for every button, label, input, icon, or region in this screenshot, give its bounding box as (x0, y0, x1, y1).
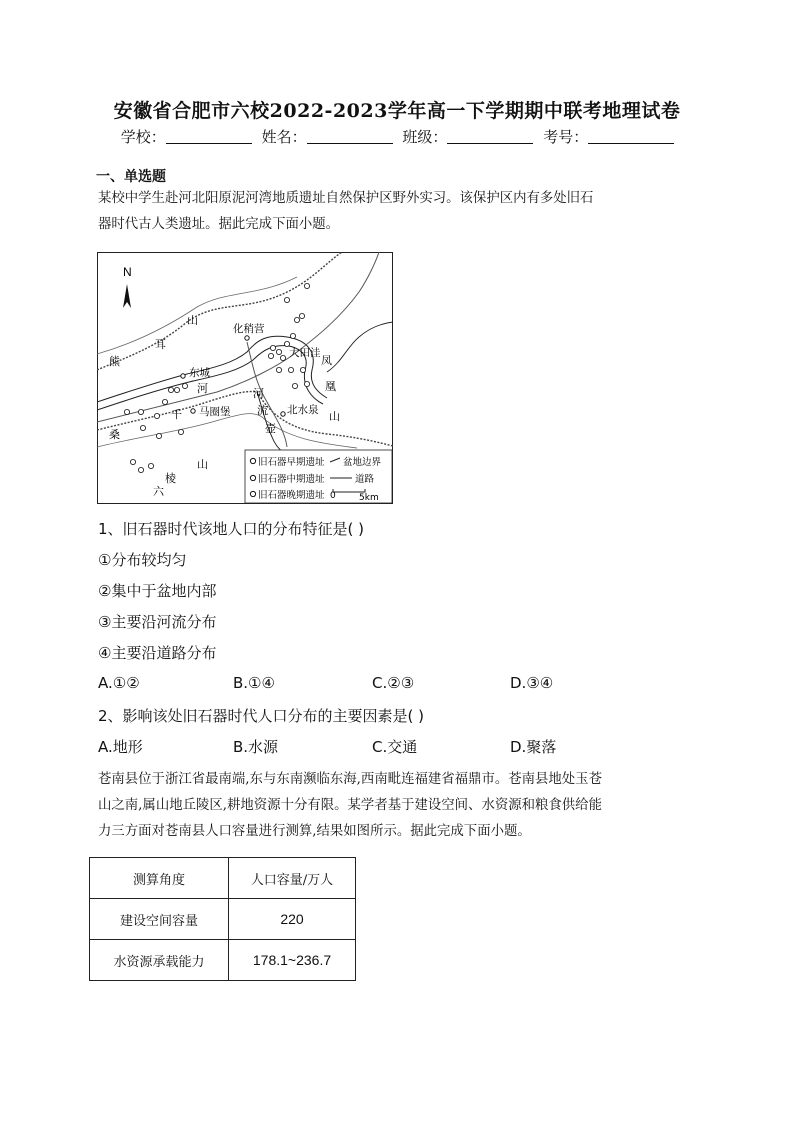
place-dot (191, 409, 195, 413)
table-cell: 水资源承载能力 (90, 940, 229, 981)
site-marker (178, 429, 183, 434)
site-marker (140, 425, 145, 430)
site-marker (124, 409, 129, 414)
question-1-option-c[interactable]: C.②③ (372, 674, 415, 692)
question-2-option-b[interactable]: B.水源 (233, 738, 279, 756)
name-blank[interactable] (307, 129, 393, 144)
table-header-row (90, 858, 356, 899)
passage-2-line: 苍南县位于浙江省最南端,东与东南濒临东海,西南毗连福建省福鼎市。苍南县地处玉苍 (98, 772, 602, 787)
site-marker (304, 381, 309, 386)
place-dot (281, 412, 285, 416)
page-title: 安徽省合肥市六校2022-2023学年高一下学期期中联考地理试卷 (113, 100, 681, 122)
scale-km-label: 5km (359, 493, 379, 503)
exam-number-label: 考号： (543, 128, 589, 146)
question-1-option-b[interactable]: B.①④ (233, 674, 275, 692)
site-marker (270, 345, 275, 350)
river-label: 河 (253, 387, 264, 400)
mountain-label: 耳 (155, 338, 166, 351)
legend-middle-icon (250, 475, 255, 480)
passage-2 (98, 767, 698, 845)
question-2-option-d[interactable]: D.聚落 (510, 738, 557, 756)
passage-2-line: 山之南,属山地丘陵区,耕地资源十分有限。某学者基于建设空间、水资源和粮食供给能 (98, 798, 602, 813)
mountain-label: 六 (153, 485, 164, 498)
site-marker (284, 341, 289, 346)
passage-2-line: 力三方面对苍南县人口容量进行测算,结果如图所示。据此完成下面小题。 (98, 824, 531, 839)
site-marker (284, 297, 289, 302)
site-marker (276, 349, 281, 354)
legend-basin-label: 盆地边界 (343, 457, 382, 468)
population-capacity-table (89, 857, 356, 981)
table-header-cell: 测算角度 (90, 858, 229, 899)
north-label: N (123, 265, 132, 279)
section-title: 一、单选题 (96, 169, 166, 185)
school-label: 学校： (120, 128, 166, 146)
mountain-label: 山 (197, 458, 208, 471)
site-marker (174, 387, 179, 392)
mountain-label: 山 (329, 410, 340, 423)
place-label: 东城 (189, 367, 210, 379)
site-marker (154, 413, 159, 418)
place-label: 北水泉 (287, 404, 319, 416)
mountain-label: 山 (187, 314, 198, 327)
question-1-item: ①分布较均匀 (98, 551, 187, 569)
site-marker (138, 409, 143, 414)
legend-late-label: 旧石器晚期遗址 (258, 490, 325, 501)
table-cell: 178.1~236.7 (229, 940, 356, 981)
site-marker (156, 433, 161, 438)
site-marker (130, 459, 135, 464)
exam-number-blank[interactable] (588, 129, 674, 144)
river-label: 流 (257, 404, 268, 417)
table-row (90, 899, 356, 940)
mountain-label: 桑 (109, 428, 120, 441)
question-1-item: ③主要沿河流分布 (98, 613, 217, 631)
site-marker (148, 463, 153, 468)
site-marker (304, 283, 309, 288)
name-label: 姓名： (261, 128, 307, 146)
table-cell: 220 (229, 899, 356, 940)
legend-late-icon (250, 491, 255, 496)
site-marker (280, 355, 285, 360)
question-2-option-a[interactable]: A.地形 (98, 738, 143, 756)
table-header-cell: 人口容量/万人 (229, 858, 356, 899)
site-marker (276, 367, 281, 372)
legend-middle-label: 旧石器中期遗址 (258, 474, 325, 485)
question-2-option-c[interactable]: C.交通 (372, 738, 418, 756)
passage-1-line: 某校中学生赴河北阳原泥河湾地质遗址自然保护区野外实习。该保护区内有多处旧石 (98, 191, 594, 206)
place-dot (181, 374, 185, 378)
table-cell: 建设空间容量 (90, 899, 229, 940)
mountain-label: 棱 (165, 472, 176, 485)
site-marker (292, 383, 297, 388)
table-row (90, 940, 356, 981)
question-2-stem: 2、影响该处旧石器时代人口分布的主要因素是( ) (98, 707, 425, 725)
mountain-label: 熊 (109, 355, 120, 368)
student-info-line (0, 126, 794, 147)
class-label: 班级： (402, 128, 448, 146)
question-1-stem: 1、旧石器时代该地人口的分布特征是( ) (98, 520, 365, 538)
site-marker (300, 367, 305, 372)
school-blank[interactable] (166, 129, 252, 144)
mountain-label: 千 (171, 408, 182, 421)
question-1-item: ②集中于盆地内部 (98, 582, 217, 600)
site-marker (290, 333, 295, 338)
question-1-option-d[interactable]: D.③④ (510, 674, 554, 692)
site-marker (168, 387, 173, 392)
river-label: 壶 (265, 422, 276, 435)
legend-early-label: 旧石器早期遗址 (258, 457, 325, 468)
question-1-item: ④主要沿道路分布 (98, 644, 217, 662)
legend-road-label: 道路 (355, 474, 375, 485)
legend-early-icon (250, 458, 255, 463)
place-dot (245, 336, 249, 340)
place-label: 化稍营 (233, 323, 265, 335)
site-marker (288, 367, 293, 372)
mountain-label: 凰 (325, 380, 336, 393)
site-marker (162, 399, 167, 404)
class-blank[interactable] (447, 129, 533, 144)
map-figure (97, 252, 393, 504)
mountain-label: 凤 (321, 354, 332, 367)
place-label: 马圈堡 (199, 406, 231, 418)
place-label: 大田洼 (289, 347, 321, 359)
passage-1 (98, 186, 698, 238)
scale-zero-label: 0 (330, 491, 336, 501)
site-marker (138, 467, 143, 472)
river-label: 河 (197, 382, 208, 395)
site-marker (268, 353, 273, 358)
passage-1-line: 器时代古人类遗址。据此完成下面小题。 (98, 217, 340, 232)
site-marker (299, 313, 304, 318)
map-legend (245, 450, 392, 503)
site-marker (294, 317, 299, 322)
site-marker (182, 383, 187, 388)
question-1-option-a[interactable]: A.①② (98, 674, 140, 692)
